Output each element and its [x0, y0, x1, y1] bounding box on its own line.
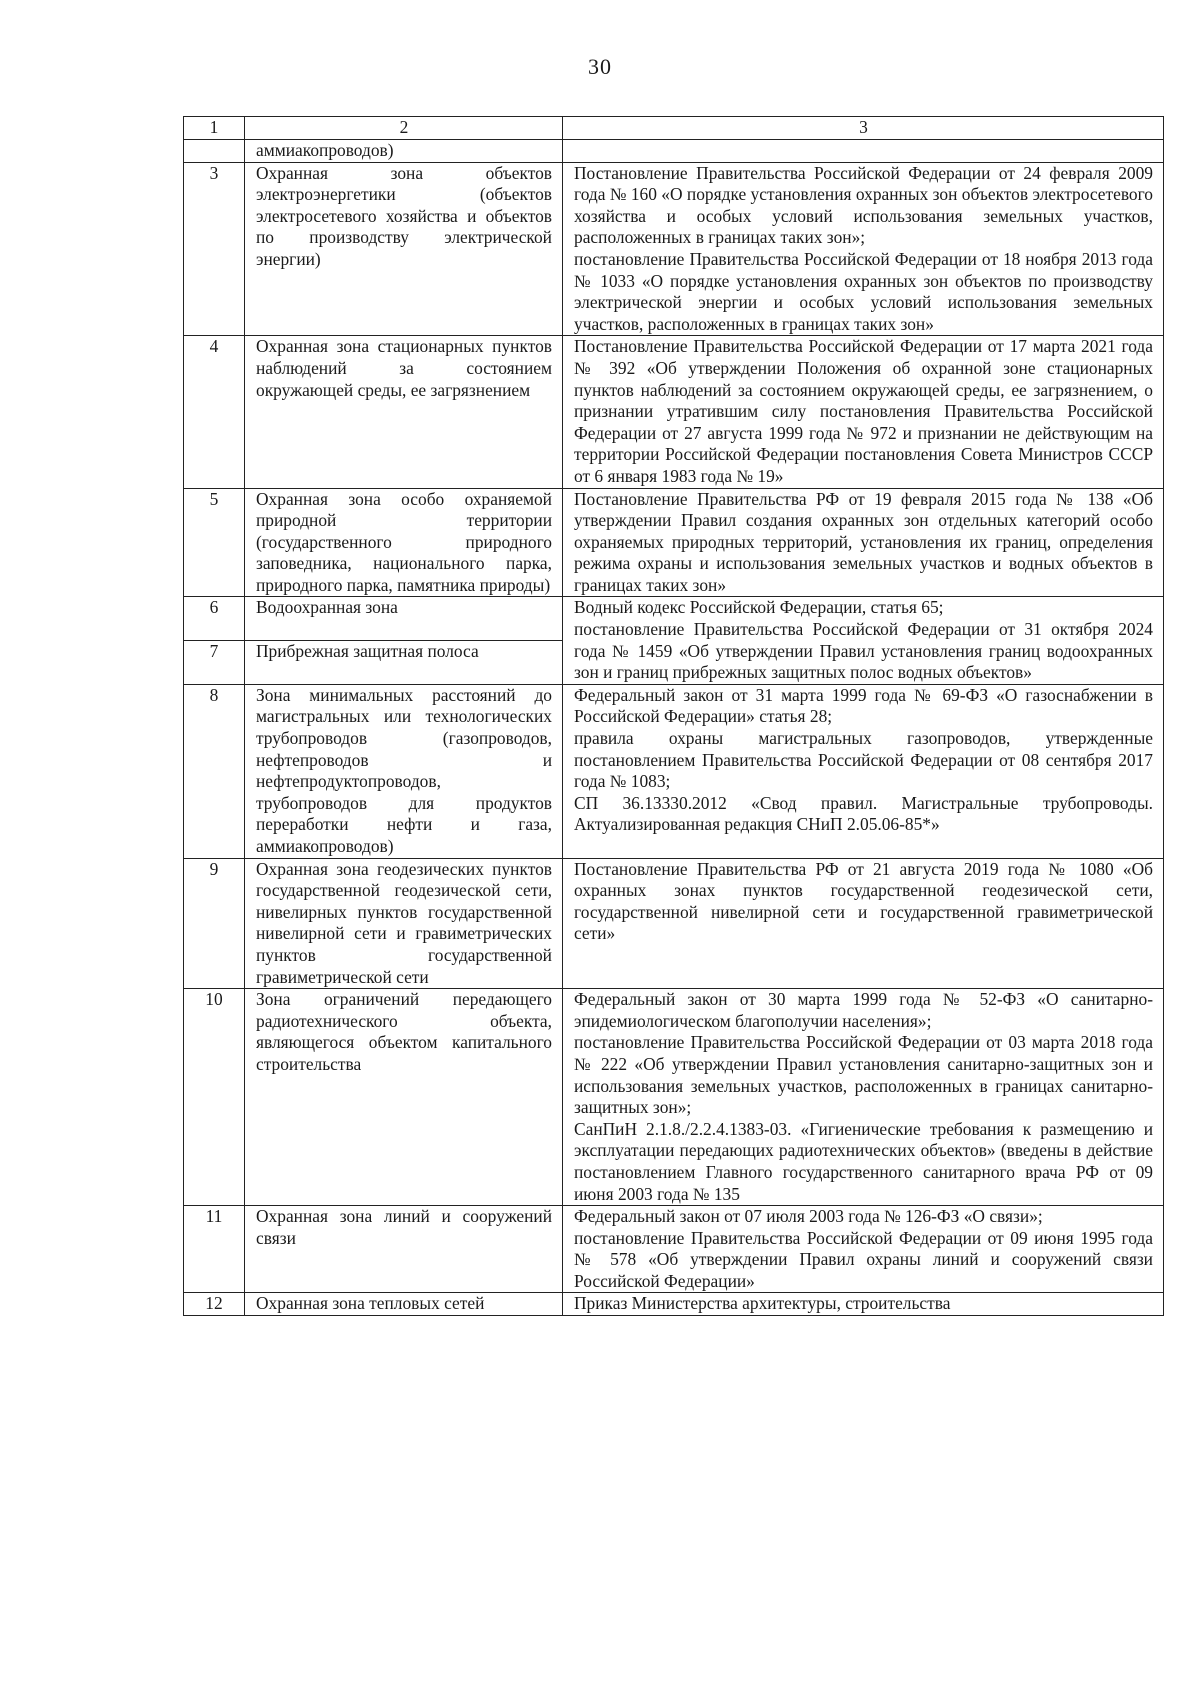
row-number: 5	[184, 488, 245, 597]
regulation-doc: Постановление Правительства Российской Федерации от 24 февраля 2009 года № 160 «О порядке установления охранных зон объектов электросетевого хозяйства и особых условий использования земельных участков, расположенных в границах таких зон»;	[574, 162, 1153, 248]
zone-name: Охранная зона геодезических пунктов государственной геодезической сети, нивелирных пунктов государственной нивелирной сети и гравиметрических пунктов государственной гравиметрической сети	[245, 858, 563, 989]
zone-name: Прибрежная защитная полоса	[245, 641, 563, 685]
regulation-doc: Федеральный закон от 30 марта 1999 года № 52-ФЗ «О санитарно-эпидемиологическом благополучии населения»;	[574, 989, 1153, 1031]
zone-name: Зона минимальных расстояний до магистральных или технологических трубопроводов (газопроводов, нефтепроводов и нефтепродуктопроводов, трубопроводов для продуктов переработки нефти и газа, аммиакопроводов)	[245, 684, 563, 858]
row-number: 8	[184, 684, 245, 858]
row-number-empty	[184, 140, 245, 163]
row-number: 6	[184, 597, 245, 641]
regulations-table	[183, 116, 1164, 1316]
regulation-docs	[563, 162, 1164, 336]
row-number: 12	[184, 1293, 245, 1316]
regulation-docs	[563, 684, 1164, 858]
regulation-docs	[563, 336, 1164, 488]
row-number: 3	[184, 162, 245, 336]
regulation-doc: Постановление Правительства РФ от 21 августа 2019 года № 1080 «Об охранных зонах пунктов государственной геодезической сети, государственной нивелирной сети и государственной гравиметрической сети»	[574, 858, 1153, 944]
table-row	[184, 989, 1164, 1206]
table-row	[184, 1293, 1164, 1316]
zone-name: Охранная зона линий и сооружений связи	[245, 1206, 563, 1293]
table-row	[184, 162, 1164, 336]
regulation-doc: постановление Правительства Российской Федерации от 03 марта 2018 года № 222 «Об утверждении Правил установления санитарно-защитных зон и использования земельных участков, расположенных в границах санитарно-защитных зон»;	[574, 1032, 1153, 1118]
zone-name: Охранная зона особо охраняемой природной территории (государственного природного заповедника, национального парка, природного парка, памятника природы)	[245, 488, 563, 597]
zone-name: Зона ограничений передающего радиотехнического объекта, являющегося объектом капитального строительства	[245, 989, 563, 1206]
regulation-doc: СанПиН 2.1.8./2.2.4.1383-03. «Гигиенические требования к размещению и эксплуатации передающих радиотехнических объектов» (введены в действие постановлением Главного государственного санитарного врача РФ от 09 июня 2003 года № 135	[574, 1118, 1153, 1204]
column-header-2: 2	[245, 117, 563, 140]
regulation-doc: постановление Правительства Российской Федерации от 31 октября 2024 года № 1459 «Об утверждении Правил установления границ водоохранных зон и границ прибрежных защитных полос водных объектов»	[574, 619, 1153, 683]
table-row	[184, 488, 1164, 597]
row-number: 11	[184, 1206, 245, 1293]
column-header-3: 3	[563, 117, 1164, 140]
row-number: 7	[184, 641, 245, 685]
table-row-continuation	[184, 140, 1164, 163]
table-row	[184, 597, 1164, 641]
regulation-doc: СП 36.13330.2012 «Свод правил. Магистральные трубопроводы. Актуализированная редакция СНиП 2.05.06-85*»	[574, 792, 1153, 835]
regulation-doc: Федеральный закон от 07 июля 2003 года № 126-ФЗ «О связи»;	[574, 1206, 1043, 1227]
page-number: 30	[588, 54, 612, 79]
regulation-docs	[563, 1293, 1164, 1316]
regulation-doc: Федеральный закон от 31 марта 1999 года № 69-ФЗ «О газоснабжении в Российской Федерации» статья 28;	[574, 684, 1153, 727]
regulation-doc: Постановление Правительства РФ от 19 февраля 2015 года № 138 «Об утверждении Правил создания охранных зон отдельных категорий особо охраняемых природных территорий, установления их границ, определения режима охраны и использования земельных участков и водных объектов в границах таких зон»	[574, 488, 1153, 595]
regulation-docs	[563, 858, 1164, 989]
table-row	[184, 1206, 1164, 1293]
zone-name: аммиакопроводов)	[245, 140, 563, 163]
table-row	[184, 684, 1164, 858]
regulation-docs	[563, 1206, 1164, 1293]
regulation-doc: правила охраны магистральных газопроводов, утвержденные постановлением Правительства Российской Федерации от 08 сентября 2017 года № 1083;	[574, 728, 1153, 792]
regulation-docs	[563, 989, 1164, 1206]
table-row	[184, 336, 1164, 488]
regulation-docs-empty	[563, 140, 1164, 163]
zone-name: Охранная зона объектов электроэнергетики (объектов электросетевого хозяйства и объектов по производству электрической энергии)	[245, 162, 563, 336]
zone-name: Водоохранная зона	[245, 597, 563, 641]
regulation-doc: Постановление Правительства Российской Федерации от 17 марта 2021 года № 392 «Об утверждении Положения об охранной зоне стационарных пунктов наблюдений за состоянием окружающей среды, ее загрязнением, о признании утратившим силу постановления Правительства Российской Федерации от 27 августа 1999 года № 972 и признании не действующим на территории Российской Федерации постановления Совета Министров СССР от 6 января 1983 года № 19»	[574, 336, 1153, 486]
regulation-doc: постановление Правительства Российской Федерации от 18 ноября 2013 года № 1033 «О порядке установления охранных зон объектов по производству электрической энергии и особых условий использования земельных участков, расположенных в границах таких зон»	[574, 248, 1153, 334]
zone-name: Охранная зона стационарных пунктов наблюдений за состоянием окружающей среды, ее загрязнением	[245, 336, 563, 488]
row-number: 4	[184, 336, 245, 488]
regulation-doc: Водный кодекс Российской Федерации, статья 65;	[574, 597, 944, 618]
regulation-docs	[563, 488, 1164, 597]
row-number: 9	[184, 858, 245, 989]
table-header-row	[184, 117, 1164, 140]
table-row	[184, 858, 1164, 989]
row-number: 10	[184, 989, 245, 1206]
regulation-doc: Приказ Министерства архитектуры, строительства	[574, 1293, 951, 1314]
column-header-1: 1	[184, 117, 245, 140]
zone-name: Охранная зона тепловых сетей	[245, 1293, 563, 1316]
regulation-doc: постановление Правительства Российской Федерации от 09 июня 1995 года № 578 «Об утверждении Правил охраны линий и сооружений связи Российской Федерации»	[574, 1227, 1153, 1291]
regulation-docs-merged	[563, 597, 1164, 684]
